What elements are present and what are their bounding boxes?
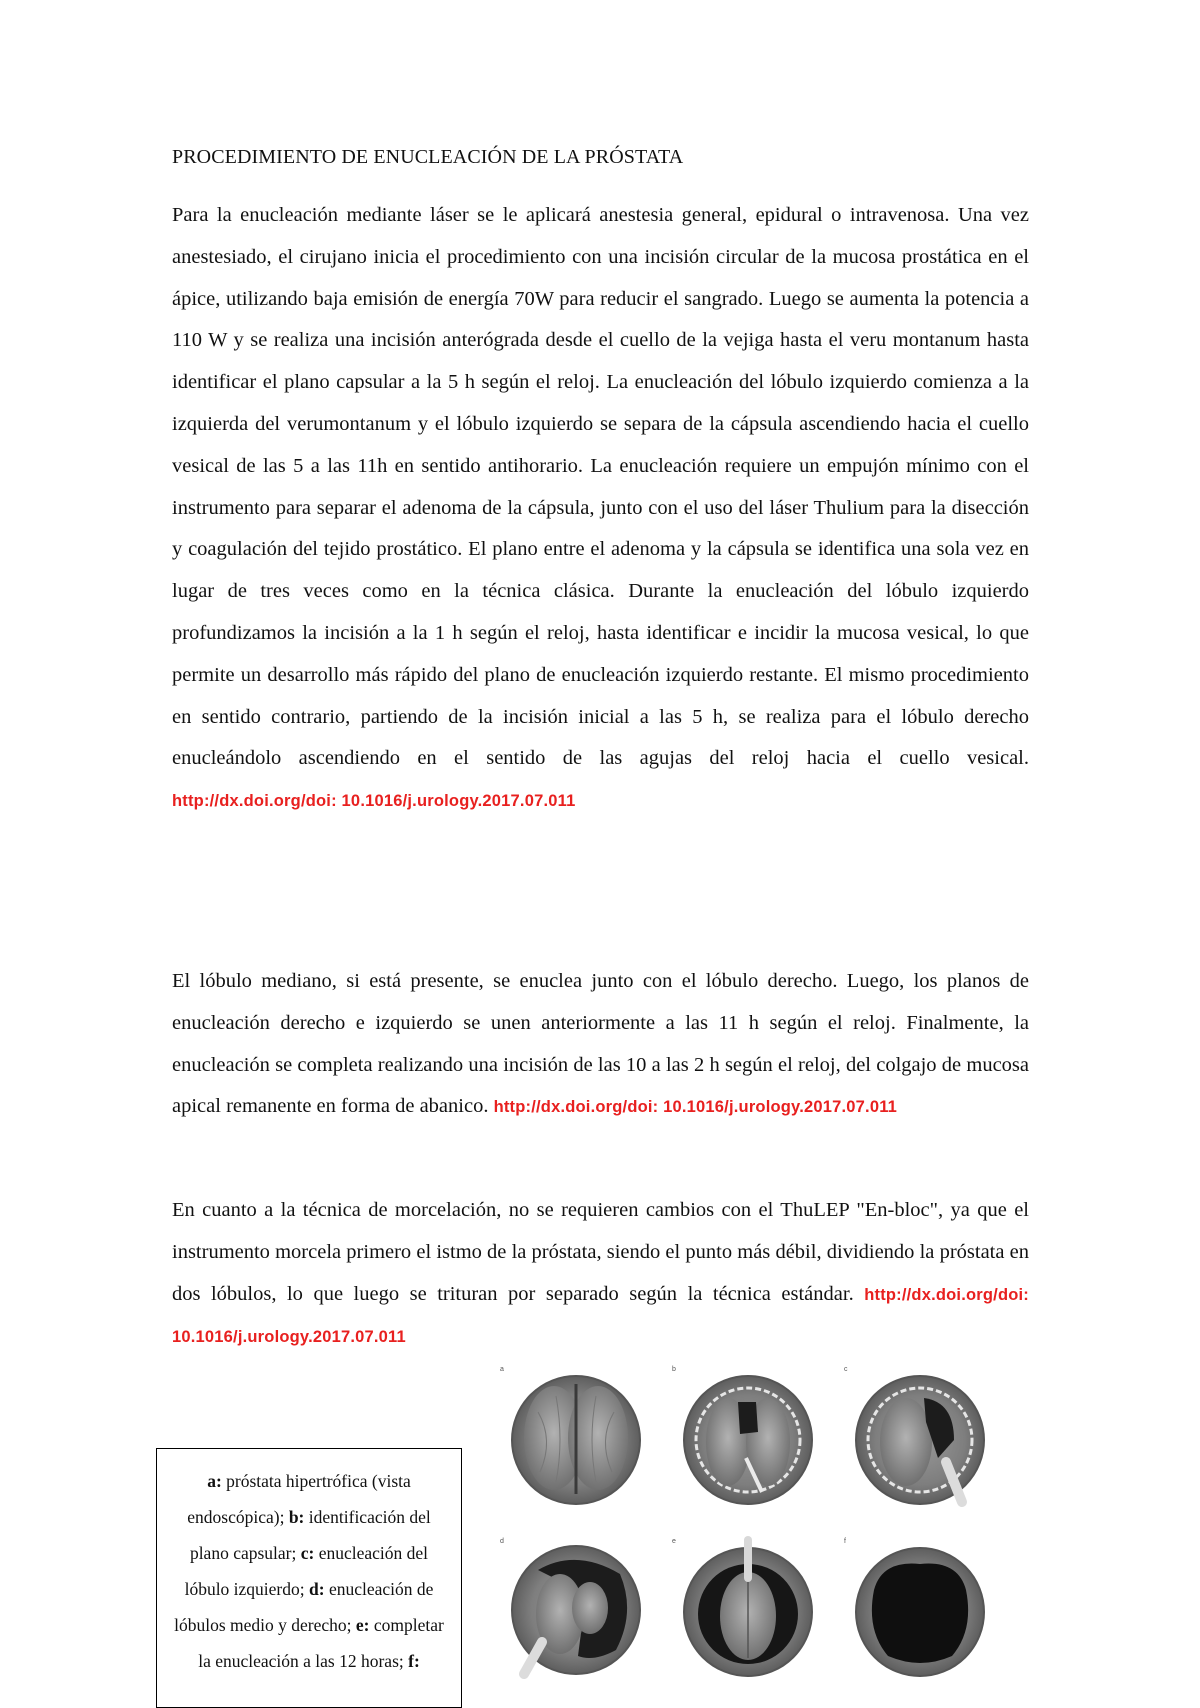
caption-text-e: completar la enucleación a las 12 horas; — [198, 1615, 444, 1671]
prostate-view-b-icon — [670, 1362, 822, 1512]
enucleation-figure — [498, 1362, 1038, 1698]
paragraph-1-text: Para la enucleación mediante láser se le aplicará anestesia general, epidural o intravenosa. Una vez anestesiado, el cirujano inicia el procedimiento con una incisión circular de la mucosa prostática en el ápice, utilizando baja emisión de energía 70W para reducir el sangrado. Luego se aumenta la potencia a 110 W y se realiza una incisión anterógrada desde el cuello de la vejiga hasta el veru montanum hasta identificar el plano capsular a la 5 h según el reloj. La enucleación del lóbulo izquierdo comienza a la izquierda del verumontanum y el lóbulo izquierdo se separa de la cápsula ascendiendo hacia el cuello vesical de las 5 a las 11h en sentido antihorario. La enucleación requiere un empujón mínimo con el instrumento para separar el adenoma de la cápsula, junto con el uso del láser Thulium para la disección y coagulación del tejido prostático. El plano entre el adenoma y la cápsula se identifica una sola vez en lugar de tres veces como en la técnica clásica. Durante la enucleación del lóbulo izquierdo profundizamos la incisión a la 1 h según el reloj, hasta identificar e incidir la mucosa vesical, lo que permite un desarrollo más rápido del plano de enucleación izquierdo restante. El mismo procedimiento en sentido contrario, partiendo de la incisión inicial a las 5 h, se realiza para el lóbulo derecho enucleándolo ascendiendo en el sentido de las agujas del reloj hacia el cuello vesical. — [172, 204, 1029, 770]
prostate-view-e-icon — [670, 1534, 822, 1684]
paragraph-1 — [172, 195, 1029, 823]
figure-caption — [156, 1448, 462, 1708]
paragraph-2-text: El lóbulo mediano, si está presente, se enuclea junto con el lóbulo derecho. Luego, los planos de enucleación derecho e izquierdo se unen anteriormente a las 11 h según el reloj. Finalmente, la enucleación se completa realizando una incisión de las 10 a las 2 h según el reloj, del colgajo de mucosa apical remanente en forma de abanico. — [172, 970, 1029, 1118]
paragraph-3 — [172, 1190, 1029, 1359]
panel-letter-c: c — [844, 1366, 848, 1373]
panel-letter-d: d — [500, 1538, 504, 1545]
caption-key-c: c: — [300, 1543, 315, 1563]
prostate-view-a-icon — [498, 1362, 650, 1512]
document-title: PROCEDIMIENTO DE ENUCLEACIÓN DE LA PRÓSTATA — [172, 146, 684, 168]
figure-panel-e — [670, 1534, 822, 1684]
doi-link-3[interactable]: http://dx.doi.org/doi: 10.1016/j.urology.2017.07.011 — [172, 1285, 1029, 1347]
caption-key-d: d: — [309, 1579, 325, 1599]
figure-panel-a — [498, 1362, 650, 1512]
paragraph-2 — [172, 961, 1029, 1129]
panel-letter-f: f — [844, 1538, 846, 1545]
figure-panel-c — [842, 1362, 994, 1512]
prostate-view-c-icon — [842, 1362, 994, 1512]
caption-text-a: próstata hipertrófica (vista endoscópica); — [187, 1471, 411, 1527]
paragraph-3-text: En cuanto a la técnica de morcelación, no se requieren cambios con el ThuLEP "En-bloc", ya que el instrumento morcela primero el istmo de la próstata, siendo el punto más débil, dividiendo la próstata en dos lóbulos, lo que luego se trituran por separado según la técnica estándar. — [172, 1199, 1029, 1305]
caption-key-a: a: — [207, 1471, 222, 1491]
caption-text-d: enucleación de lóbulos medio y derecho; — [174, 1579, 434, 1635]
figure-panel-b — [670, 1362, 822, 1512]
caption-text-c: enucleación del lóbulo izquierdo; — [184, 1543, 429, 1599]
caption-key-f: f: — [408, 1651, 420, 1671]
prostate-view-d-icon — [498, 1534, 650, 1684]
panel-letter-e: e — [672, 1538, 676, 1545]
panel-letter-b: b — [672, 1366, 676, 1373]
prostate-view-f-icon — [842, 1534, 994, 1684]
doi-link-2[interactable]: http://dx.doi.org/doi: 10.1016/j.urology.2017.07.011 — [493, 1098, 898, 1117]
doi-link-1[interactable]: http://dx.doi.org/doi: 10.1016/j.urology.2017.07.011 — [172, 792, 576, 811]
panel-letter-a: a — [500, 1366, 504, 1373]
caption-key-e: e: — [355, 1615, 370, 1635]
caption-text-b: identificación del plano capsular; — [189, 1507, 431, 1563]
caption-key-b: b: — [288, 1507, 305, 1527]
figure-panel-d — [498, 1534, 650, 1684]
figure-panel-f — [842, 1534, 994, 1684]
